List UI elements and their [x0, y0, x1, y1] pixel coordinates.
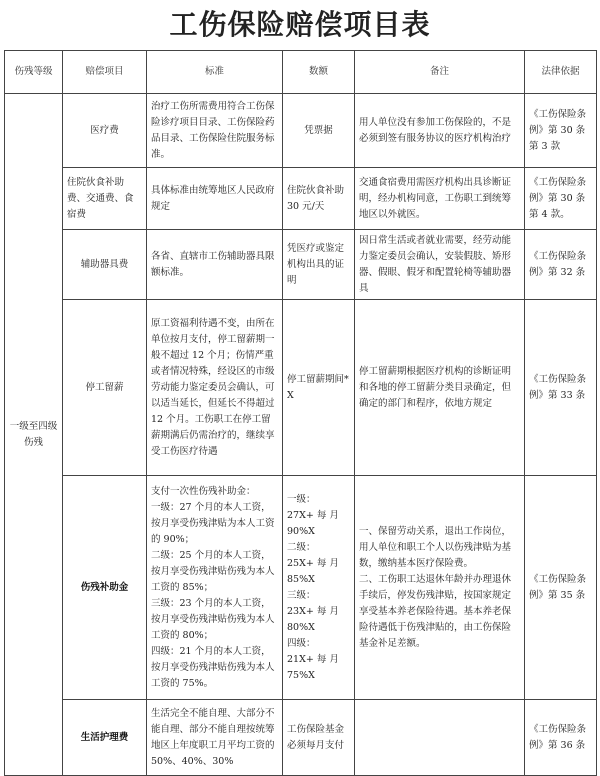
table-row	[5, 300, 597, 476]
table-row	[5, 476, 597, 700]
disability-level-cell: 一级至四级 伤残	[5, 94, 63, 776]
amount-cell: 住院伙食补助 30 元/天	[283, 168, 355, 230]
note-cell: 停工留薪期根据医疗机构的诊断证明和各地的停工留薪分类目录确定，但确定的部门和程序，依地方规定	[355, 300, 525, 476]
note-cell: 因日常生活或者就业需要，经劳动能力鉴定委员会确认，安装假肢、矫形器、假眼、假牙和配置轮椅等辅助器具	[355, 230, 525, 300]
item-cell: 医疗费	[63, 94, 147, 168]
note-cell: 一、保留劳动关系，退出工作岗位，用人单位和职工个人以伤残津贴为基数，缴纳基本医疗保险费。 二、工伤职工达退休年龄并办理退休手续后，停发伤残津贴，按国家规定享受基本养老保险待遇。基本养老保险待遇低于伤残津贴的，由工伤保险基金补足差额。	[355, 476, 525, 700]
amount-cell: 凭医疗或鉴定机构出具的证明	[283, 230, 355, 300]
standard-cell: 各省、直辖市工伤辅助器具限额标准。	[147, 230, 283, 300]
standard-cell: 治疗工伤所需费用符合工伤保险诊疗项目目录、工伤保险药品目录、工伤保险住院服务标准。	[147, 94, 283, 168]
law-cell: 《工伤保险条例》第 36 条	[525, 700, 597, 776]
table-row	[5, 94, 597, 168]
note-cell: 交通食宿费用需医疗机构出具诊断证明，经办机构同意，工伤职工到统筹地区以外就医。	[355, 168, 525, 230]
compensation-table	[4, 50, 597, 776]
amount-cell: 一级： 27X+ 每 月 90%X 二级： 25X+ 每 月 85%X 三级： 23X+ 每 月 80%X 四级： 21X+ 每 月 75%X	[283, 476, 355, 700]
item-cell: 停工留薪	[63, 300, 147, 476]
amount-cell: 凭票据	[283, 94, 355, 168]
item-cell: 住院伙食补助费、交通费、食宿费	[63, 168, 147, 230]
amount-cell: 停工留薪期间*X	[283, 300, 355, 476]
amount-cell: 工伤保险基金必须每月支付	[283, 700, 355, 776]
note-cell: 用人单位没有参加工伤保险的，不是必须到签有服务协议的医疗机构治疗	[355, 94, 525, 168]
header-level: 伤残等级	[5, 51, 63, 94]
note-cell	[355, 700, 525, 776]
table-row	[5, 168, 597, 230]
item-cell: 伤残补助金	[63, 476, 147, 700]
law-cell: 《工伤保险条例》第 32 条	[525, 230, 597, 300]
law-cell: 《工伤保险条例》第 30 条第 3 款	[525, 94, 597, 168]
standard-cell: 具体标准由统筹地区人民政府规定	[147, 168, 283, 230]
standard-cell: 支付一次性伤残补助金： 一级：27 个月的本人工资，按月享受伤残津贴为本人工资的 90%； 二级：25 个月的本人工资，按月享受伤残津贴伤残为本人工资的 85%； 三级：23 个月的本人工资，按月享受伤残津贴伤残为本人工资的 80%； 四级：21 个月的本人工资，按月享受伤残津贴伤残为本人工资的 75%。	[147, 476, 283, 700]
table-header-row	[5, 51, 597, 94]
header-item: 赔偿项目	[63, 51, 147, 94]
header-amount: 数额	[283, 51, 355, 94]
item-cell: 辅助器具费	[63, 230, 147, 300]
standard-cell: 原工资福利待遇不变，由所在单位按月支付，停工留薪期一般不超过 12 个月；伤情严重或者情况特殊，经设区的市级劳动能力鉴定委员会确认，可以适当延长，但延长不得超过 12 个月。工伤职工在停工留薪期满后仍需治疗的，继续享受工伤医疗待遇	[147, 300, 283, 476]
header-law: 法律依据	[525, 51, 597, 94]
law-cell: 《工伤保险条例》第 35 条	[525, 476, 597, 700]
header-standard: 标准	[147, 51, 283, 94]
document-title: 工伤保险赔偿项目表	[169, 8, 431, 41]
header-note: 备注	[355, 51, 525, 94]
law-cell: 《工伤保险条例》第 30 条第 4 款。	[525, 168, 597, 230]
law-cell: 《工伤保险条例》第 33 条	[525, 300, 597, 476]
standard-cell: 生活完全不能自理、大部分不能自理、部分不能自理按统筹地区上年度职工月平均工资的 50%、40%、30%	[147, 700, 283, 776]
table-row	[5, 230, 597, 300]
table-row	[5, 700, 597, 776]
item-cell: 生活护理费	[63, 700, 147, 776]
